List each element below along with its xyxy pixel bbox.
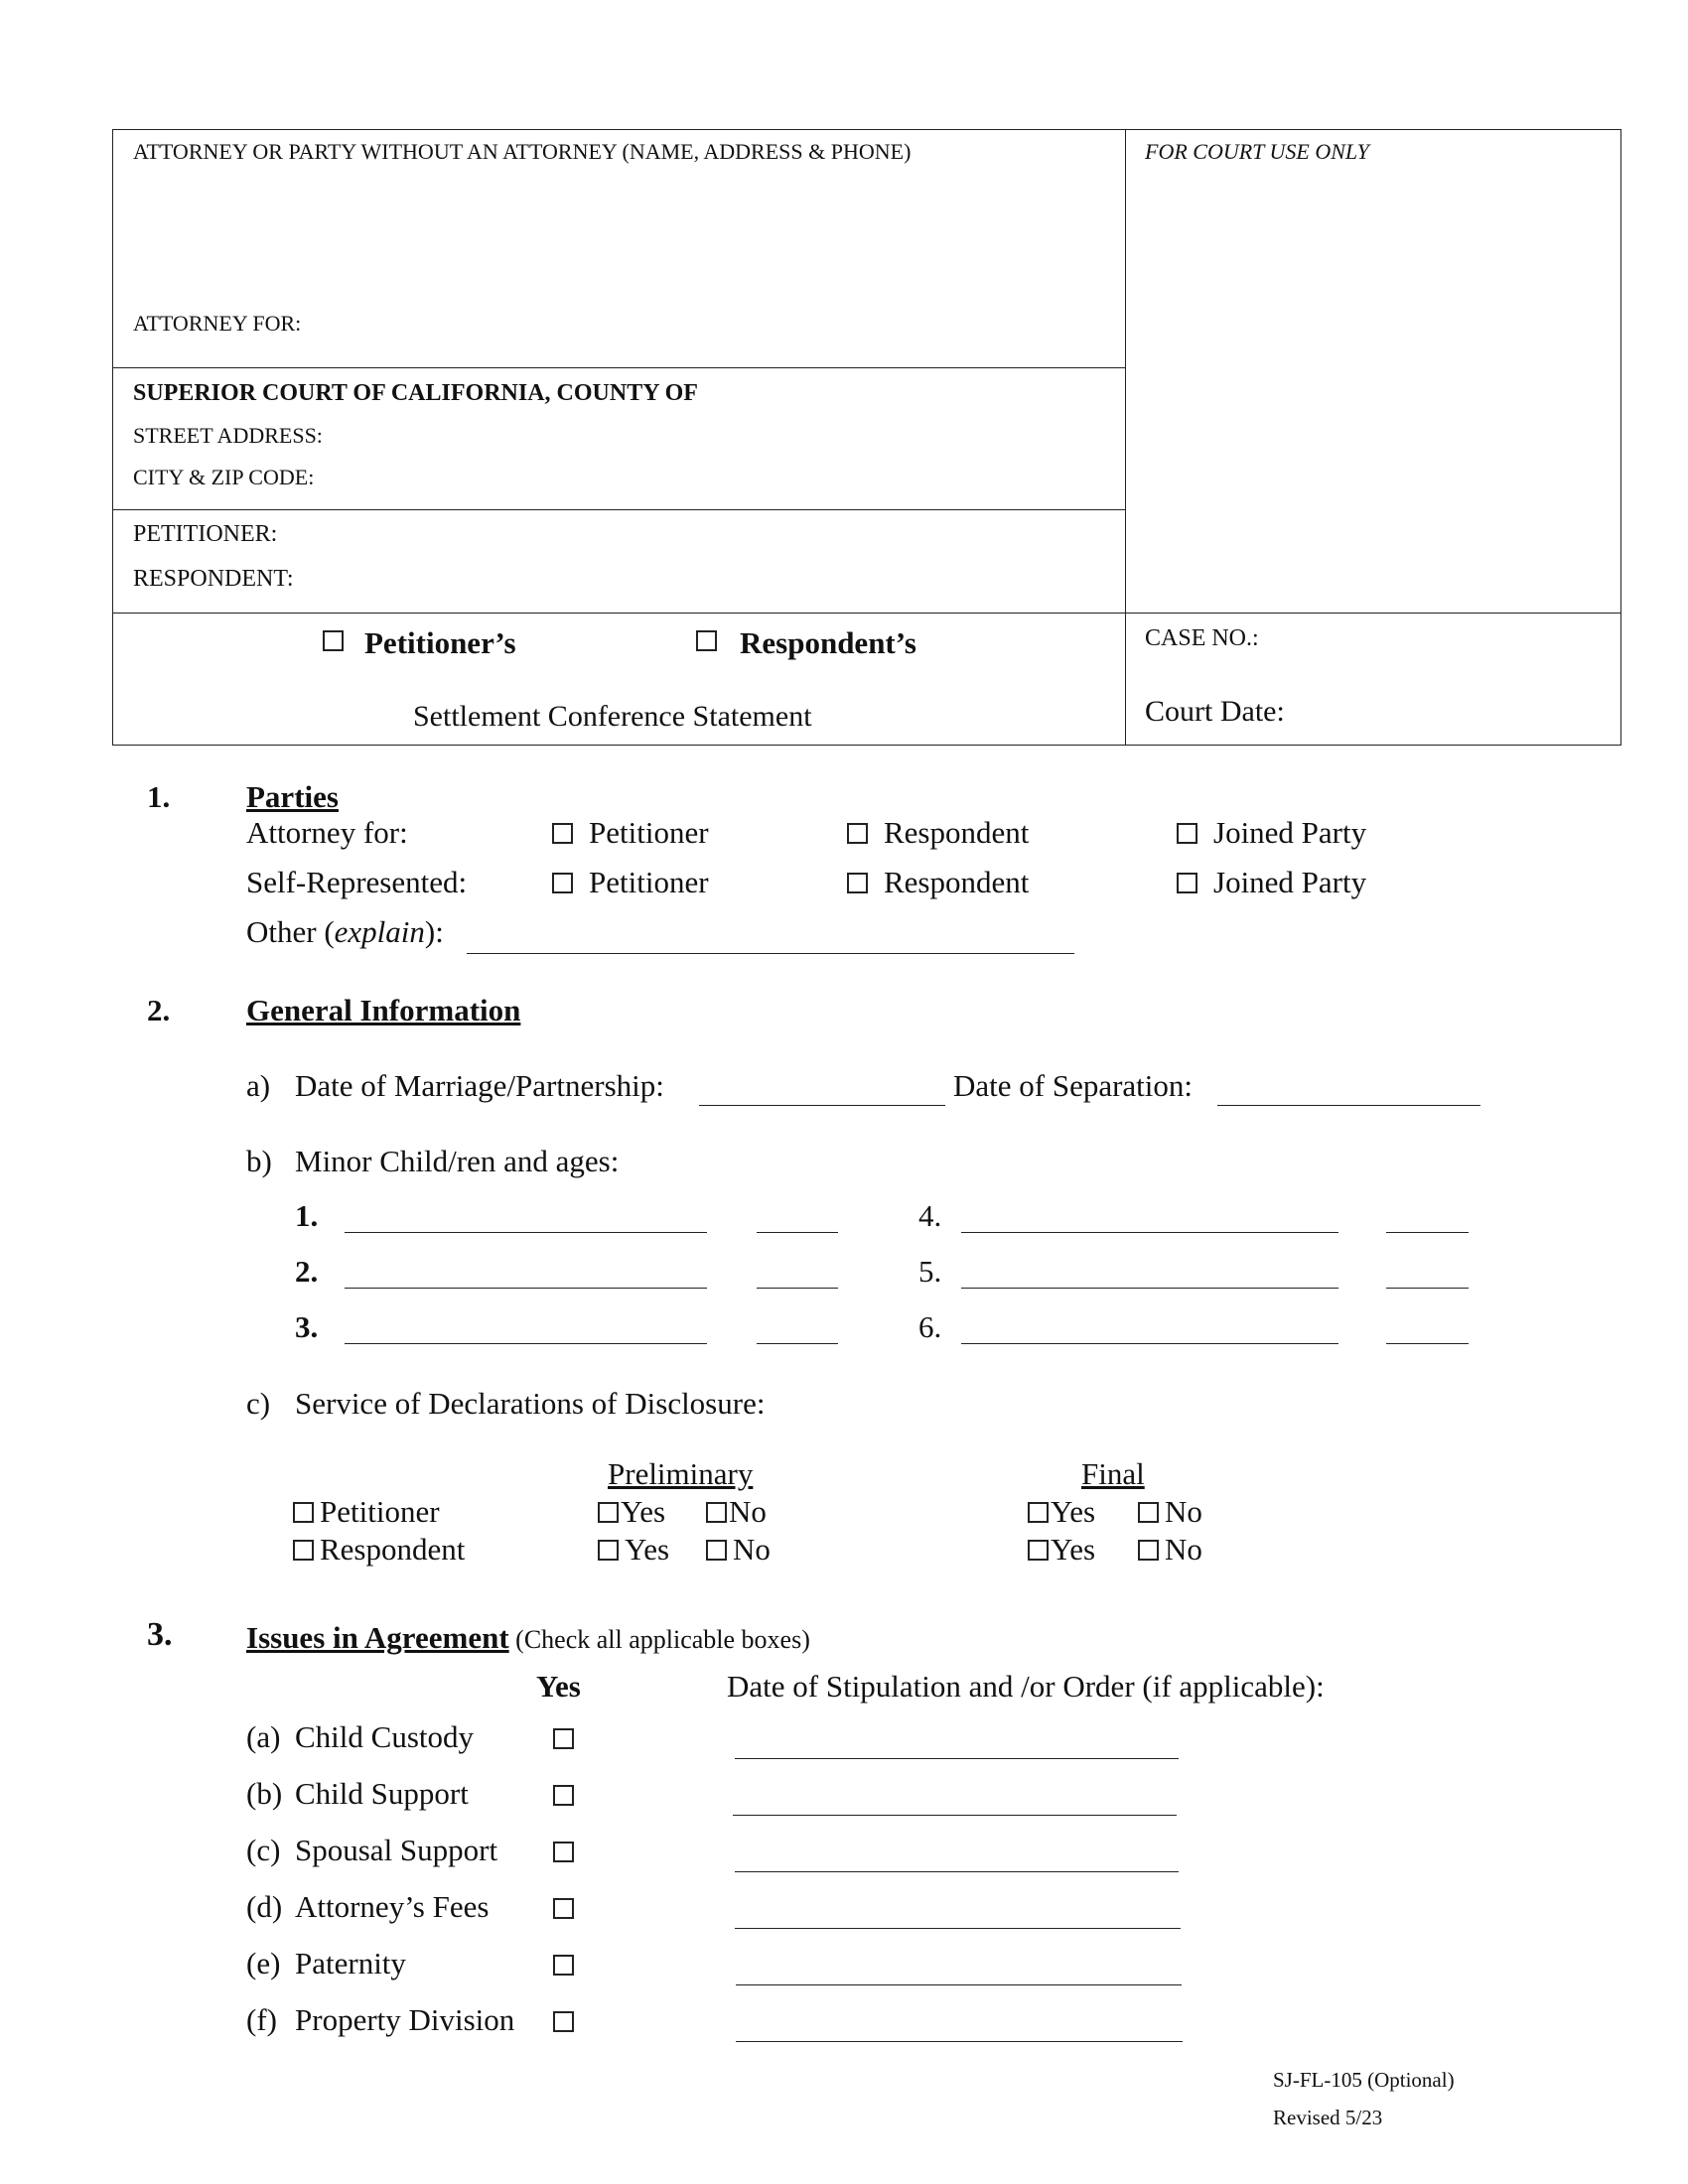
final-pet-no-label: No	[1165, 1494, 1202, 1529]
prelim-pet-yes-label: Yes	[621, 1494, 666, 1529]
final-resp-no-checkbox[interactable]	[1138, 1540, 1159, 1561]
date-marriage-line[interactable]	[699, 1105, 945, 1106]
issue-property-division-date-line[interactable]	[736, 2041, 1183, 2042]
form-title: Settlement Conference Statement	[413, 700, 812, 733]
disclosure-petitioner-label: Petitioner	[320, 1494, 440, 1529]
revised-date: Revised 5/23	[1273, 2106, 1383, 2129]
attorney-for-petitioner-label: Petitioner	[589, 815, 709, 850]
self-represented-row-label: Self-Represented:	[246, 865, 468, 899]
disclosure-respondent-label: Respondent	[320, 1532, 466, 1567]
disclosure-petitioner-checkbox[interactable]	[293, 1502, 314, 1523]
attorney-party-label: ATTORNEY OR PARTY WITHOUT AN ATTORNEY (NAME, ADDRESS & PHONE)	[133, 139, 912, 164]
issue-label: Paternity	[295, 1946, 406, 1980]
yes-column-header: Yes	[536, 1669, 581, 1704]
child-5-age-line[interactable]	[1386, 1288, 1469, 1289]
attorney-for-row-label: Attorney for:	[246, 815, 408, 850]
respondent-label: RESPONDENT:	[133, 566, 294, 592]
section-2-title: General Information	[246, 993, 521, 1027]
minor-children-label: Minor Child/ren and ages:	[295, 1144, 620, 1178]
child-3-number: 3.	[295, 1309, 319, 1344]
court-name: SUPERIOR COURT OF CALIFORNIA, COUNTY OF	[133, 380, 698, 406]
other-explain-line[interactable]	[467, 953, 1074, 954]
date-marriage-label: Date of Marriage/Partnership:	[295, 1068, 664, 1103]
final-header: Final	[1081, 1456, 1145, 1491]
date-separation-label: Date of Separation:	[953, 1068, 1194, 1103]
preliminary-header: Preliminary	[608, 1456, 754, 1491]
final-pet-yes[interactable]	[1028, 1494, 1095, 1530]
child-3-age-line[interactable]	[757, 1343, 838, 1344]
issue-letter: (a)	[246, 1719, 281, 1754]
issue-letter: (d)	[246, 1889, 283, 1924]
section-1-number: 1.	[147, 779, 171, 814]
petitioners-checkbox[interactable]	[323, 630, 344, 651]
self-rep-joined-checkbox[interactable]	[1177, 873, 1197, 893]
issue-attorney-fees-date-line[interactable]	[735, 1928, 1181, 1929]
court-use-label: FOR COURT USE ONLY	[1145, 139, 1369, 164]
child-6-age-line[interactable]	[1386, 1343, 1469, 1344]
item-b-letter: b)	[246, 1144, 272, 1178]
item-c-letter: c)	[246, 1386, 271, 1421]
child-1-number: 1.	[295, 1198, 319, 1233]
self-rep-petitioner[interactable]	[552, 865, 709, 900]
other-explain-word: explain	[334, 914, 425, 949]
child-1-name-line[interactable]	[345, 1232, 707, 1233]
issue-label: Spousal Support	[295, 1833, 498, 1867]
prelim-pet-no-checkbox[interactable]	[706, 1502, 727, 1523]
child-4-age-line[interactable]	[1386, 1232, 1469, 1233]
self-rep-respondent-label: Respondent	[884, 865, 1030, 899]
child-2-name-line[interactable]	[345, 1288, 707, 1289]
final-resp-no[interactable]	[1138, 1532, 1202, 1568]
prelim-resp-no-checkbox[interactable]	[706, 1540, 727, 1561]
self-rep-joined-label: Joined Party	[1213, 865, 1367, 899]
issue-paternity-date-line[interactable]	[736, 1984, 1182, 1985]
attorney-for-respondent[interactable]	[847, 815, 1029, 851]
final-resp-yes[interactable]	[1028, 1532, 1095, 1568]
section-1-title: Parties	[246, 779, 339, 814]
issue-label: Property Division	[295, 2002, 515, 2037]
issue-letter: (b)	[246, 1776, 283, 1811]
petitioner-label: PETITIONER:	[133, 521, 278, 547]
box-divider-3	[112, 613, 1621, 614]
issue-spousal-support-date-line[interactable]	[735, 1871, 1179, 1872]
respondents-checkbox[interactable]	[696, 630, 717, 651]
street-address-label: STREET ADDRESS:	[133, 423, 323, 448]
final-pet-no[interactable]	[1138, 1494, 1202, 1530]
respondents-option-label: Respondent’s	[740, 625, 916, 660]
box-divider-2	[112, 509, 1125, 510]
box-right-border	[1620, 129, 1621, 745]
prelim-resp-yes[interactable]	[598, 1532, 669, 1568]
issue-label: Child Support	[295, 1776, 469, 1811]
court-date-label: Court Date:	[1145, 695, 1285, 728]
self-rep-petitioner-label: Petitioner	[589, 865, 709, 899]
final-resp-no-label: No	[1165, 1532, 1202, 1567]
prelim-pet-no-label: No	[729, 1494, 767, 1529]
section-3-heading	[246, 1620, 810, 1656]
city-zip-label: CITY & ZIP CODE:	[133, 465, 315, 489]
self-rep-respondent[interactable]	[847, 865, 1029, 900]
attorney-for-respondent-checkbox[interactable]	[847, 823, 868, 844]
disclosure-respondent[interactable]	[293, 1532, 465, 1568]
issue-custody-date-line[interactable]	[735, 1758, 1179, 1759]
other-suffix: ):	[424, 914, 444, 949]
section-3-note: (Check all applicable boxes)	[508, 1625, 810, 1654]
self-rep-joined[interactable]	[1177, 865, 1366, 900]
attorney-for-label: ATTORNEY FOR:	[133, 311, 302, 336]
child-2-number: 2.	[295, 1254, 319, 1289]
date-column-header: Date of Stipulation and /or Order (if applicable):	[727, 1669, 1325, 1704]
final-resp-yes-label: Yes	[1051, 1532, 1096, 1567]
issue-child-support-date-line[interactable]	[733, 1815, 1177, 1816]
child-5-number: 5.	[918, 1254, 942, 1289]
attorney-for-joined-label: Joined Party	[1213, 815, 1367, 850]
attorney-for-joined-checkbox[interactable]	[1177, 823, 1197, 844]
attorney-for-petitioner[interactable]	[552, 815, 709, 851]
issue-property-division-checkbox[interactable]	[553, 2011, 574, 2032]
final-resp-yes-checkbox[interactable]	[1028, 1540, 1049, 1561]
box-bottom-border	[112, 745, 1621, 746]
item-a-letter: a)	[246, 1068, 271, 1103]
child-5-name-line[interactable]	[961, 1288, 1338, 1289]
issue-attorney-fees-checkbox[interactable]	[553, 1898, 574, 1919]
box-top-border	[112, 129, 1621, 130]
attorney-for-respondent-label: Respondent	[884, 815, 1030, 850]
issue-spousal-support-checkbox[interactable]	[553, 1842, 574, 1862]
attorney-for-joined[interactable]	[1177, 815, 1366, 851]
child-2-age-line[interactable]	[757, 1288, 838, 1289]
final-pet-yes-label: Yes	[1051, 1494, 1096, 1529]
prelim-pet-no[interactable]	[706, 1494, 767, 1530]
date-separation-line[interactable]	[1217, 1105, 1480, 1106]
section-3-number: 3.	[147, 1616, 173, 1653]
section-2-number: 2.	[147, 993, 171, 1027]
prelim-resp-no-label: No	[733, 1532, 771, 1567]
prelim-resp-no[interactable]	[706, 1532, 771, 1568]
issue-custody-checkbox[interactable]	[553, 1728, 574, 1749]
other-prefix: Other (	[246, 914, 335, 949]
disclosure-label: Service of Declarations of Disclosure:	[295, 1386, 766, 1421]
issue-letter: (f)	[246, 2002, 277, 2037]
final-pet-yes-checkbox[interactable]	[1028, 1502, 1049, 1523]
issue-letter: (c)	[246, 1833, 281, 1867]
disclosure-respondent-checkbox[interactable]	[293, 1540, 314, 1561]
child-3-name-line[interactable]	[345, 1343, 707, 1344]
prelim-resp-yes-checkbox[interactable]	[598, 1540, 619, 1561]
child-6-name-line[interactable]	[961, 1343, 1338, 1344]
issue-child-support-checkbox[interactable]	[553, 1785, 574, 1806]
petitioners-option-label: Petitioner’s	[364, 625, 516, 660]
child-4-name-line[interactable]	[961, 1232, 1338, 1233]
self-rep-respondent-checkbox[interactable]	[847, 873, 868, 893]
box-left-border	[112, 129, 113, 745]
disclosure-petitioner[interactable]	[293, 1494, 440, 1530]
attorney-for-petitioner-checkbox[interactable]	[552, 823, 573, 844]
issue-label: Child Custody	[295, 1719, 475, 1754]
prelim-resp-yes-label: Yes	[625, 1532, 670, 1567]
self-rep-petitioner-checkbox[interactable]	[552, 873, 573, 893]
issue-label: Attorney’s Fees	[295, 1889, 490, 1924]
issue-letter: (e)	[246, 1946, 281, 1980]
box-column-divider	[1125, 129, 1126, 745]
child-4-number: 4.	[918, 1198, 942, 1233]
box-divider-1	[112, 367, 1125, 368]
child-6-number: 6.	[918, 1309, 942, 1344]
section-3-title: Issues in Agreement	[246, 1620, 509, 1655]
final-pet-no-checkbox[interactable]	[1138, 1502, 1159, 1523]
case-no-label: CASE NO.:	[1145, 625, 1259, 651]
issue-paternity-checkbox[interactable]	[553, 1955, 574, 1976]
form-number: SJ-FL-105 (Optional)	[1273, 2068, 1455, 2092]
child-1-age-line[interactable]	[757, 1232, 838, 1233]
other-explain-label	[246, 914, 444, 950]
prelim-pet-yes[interactable]	[598, 1494, 665, 1530]
prelim-pet-yes-checkbox[interactable]	[598, 1502, 619, 1523]
